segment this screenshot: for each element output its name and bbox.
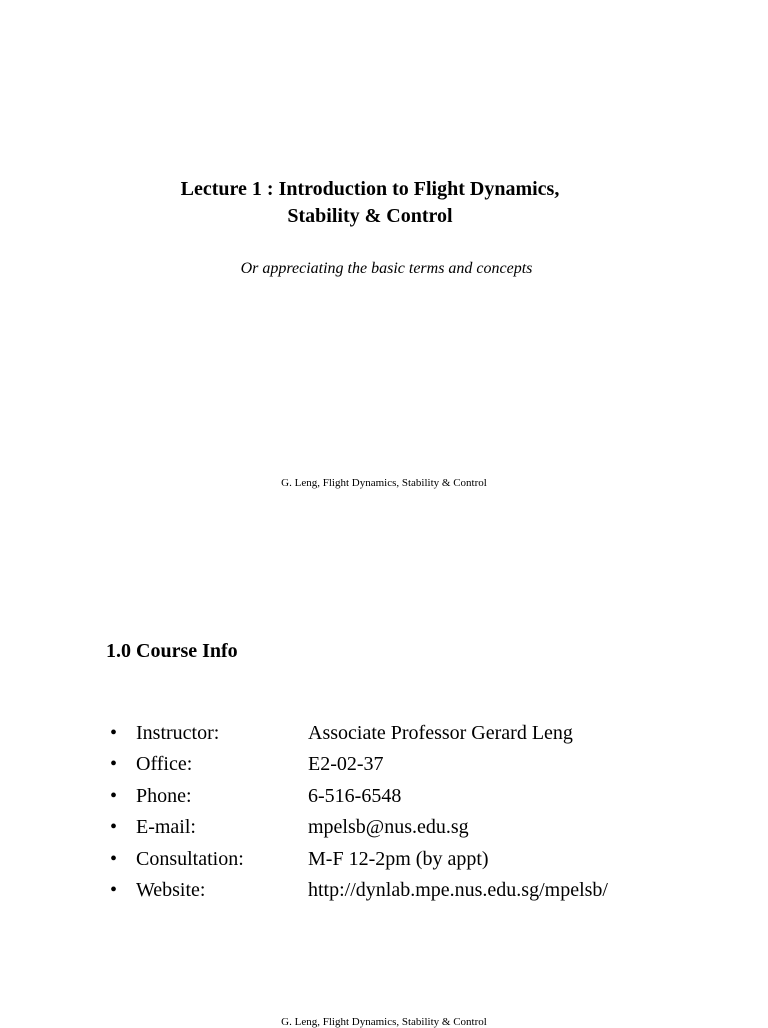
lecture-title-line-2: Stability & Control — [287, 205, 453, 227]
lecture-subtitle: Or appreciating the basic terms and concepts — [240, 260, 533, 277]
info-label: Phone: — [136, 784, 192, 807]
bottom-attribution-partial: G. Leng, Flight Dynamics, Stability & Control — [281, 1016, 487, 1028]
info-value: M-F 12-2pm (by appt) — [308, 847, 489, 870]
info-label: Instructor: — [136, 722, 220, 744]
info-value: 6-516-6548 — [308, 784, 402, 807]
bullet-icon: • — [110, 722, 118, 744]
bullet-icon: • — [110, 847, 118, 870]
info-label: Office: — [136, 753, 193, 776]
info-value: E2-02-37 — [308, 753, 384, 776]
bullet-icon: • — [110, 816, 118, 839]
bullet-icon: • — [110, 878, 118, 901]
info-label: Website: — [136, 878, 206, 901]
section-heading: 1.0 Course Info — [106, 640, 238, 662]
bullet-icon: • — [110, 753, 118, 776]
info-value: Associate Professor Gerard Leng — [308, 722, 573, 744]
info-label: Consultation: — [136, 847, 244, 870]
info-label: E-mail: — [136, 816, 196, 839]
email-link: mpelsb@nus.edu.sg — [308, 816, 469, 839]
lecture-title-line-1: Lecture 1 : Introduction to Flight Dynamics, — [180, 178, 560, 200]
page-attribution: G. Leng, Flight Dynamics, Stability & Control — [281, 477, 487, 489]
bullet-icon: • — [110, 784, 118, 807]
website-link: http://dynlab.mpe.nus.edu.sg/mpelsb/ — [308, 878, 608, 901]
